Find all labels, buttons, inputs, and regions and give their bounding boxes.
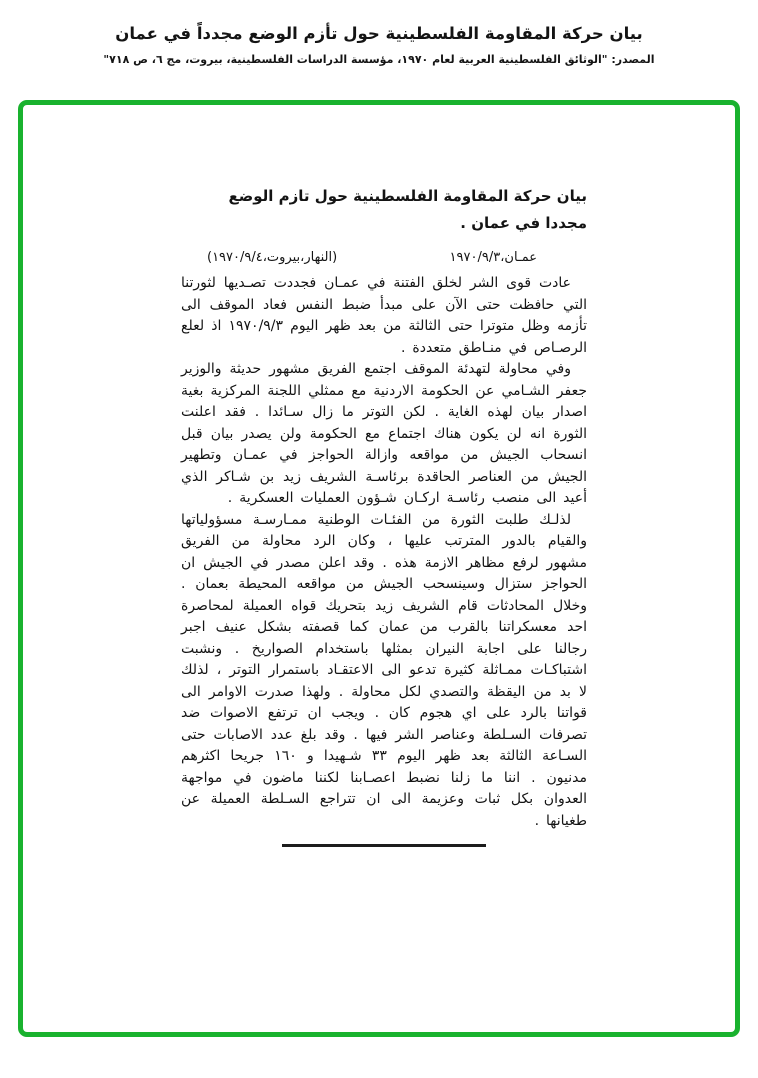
document-body xyxy=(181,273,587,832)
document-paragraph: وفي محاولة لتهدئة الموقف اجتمع الفريق مشهور حديثة والوزير جعفر الشـامي عن الحكومة الاردنية مع ممثلي اللجنة المركزية بغية اصدار بيان لهذه الغاية . لكن التوتر ما زال سـائدا . فقد اعلنت الثورة انه لن يكون هناك اجتماع مع الحكومة ولن يصدر بيان قبل انسحاب الجيش من مواقعه وازالة الحواجز في عمـان وتطهير الجيش من العناصر الحاقدة برئاسـة الشريف زيد بن شـاكر الذي أعيد الى منصب رئاسـة اركـان شـؤون العمليات العسكرية . xyxy=(181,361,587,506)
document-scan xyxy=(23,105,735,847)
page-title: بيان حركة المقاومة الفلسطينية حول تأزم الوضع مجدداً في عمان xyxy=(115,24,643,43)
document-title: بيان حركة المقاومة الفلسطينية حول تازم الوضع مجددا في عمان . xyxy=(228,187,587,232)
source-citation: المصدر: "الوثائق الفلسطينية العربية لعام ١٩٧٠، مؤسسة الدراسات الفلسطينية، بيروت، مج ٦، ص ٧١٨" xyxy=(103,53,655,66)
document-paragraph: عادت قوى الشر لخلق الفتنة في عمـان فجددت تصـديها لثورتنا التي حافظت حتى الآن على مبدأ ضبط النفس فعاد الموقف الى تأزمه وظل متوترا حتى الثالثة من بعد ظهر اليوم ١٩٧٠/٩/٣ اذ لعلع الرصـاص في منـاطق متعددة . xyxy=(181,275,587,356)
document-frame xyxy=(18,100,740,1037)
page-header xyxy=(0,0,758,66)
end-divider xyxy=(282,844,486,847)
dateline-publication: (النهار،بيروت،١٩٧٠/٩/٤) xyxy=(207,250,338,265)
document-paragraph: لذلـك طلبت الثورة من الفئـات الوطنية ممـارسـة مسؤولياتها والقيام بالدور المترتب عليها ، وكان الرد محاولة من الفريق مشهور لرفع مظاهر الازمة هذه . وقد اعلن مصدر في الجيش ان الحواجز ستزال وسينسحب الجيش من مواقعه المحيطة بعمان . وخلال المحادثات قام الشريف زيد بتحريك قواه العميلة لمحاصرة احد معسكراتنا بالقرب من عمان كما قصفته بشكل عنيف اجبر رجالنا على اجابة النيران بمثلها باستخدام الصواريخ . ونشبت اشتباكـات ممـاثلة كثيرة تدعو الى الاعتقـاد باستمرار التوتر ، لذلك لا بد من اليقظة والتصدي لكل محاولة . ولهذا صدرت الاوامر الى قواتنا بالرد على اي هجوم كان . ويجب ان ترتفع الاصوات ضد تصرفات السـلطة وعناصر الشر فيها . وقد بلغ عدد الاصابات حتى السـاعة الثالثة بعد ظهر اليوم ٣٣ شـهيدا و ١٦٠ جريحا اكثرهم مدنيون . اننا ما زلنا نضبط اعصـابنا لكننا ماضون في مواجهة العدوان بكل ثبات وعزيمة الى ان تتراجع السـلطة العميلة عن طغيانها . xyxy=(181,511,588,829)
dateline xyxy=(181,250,587,265)
dateline-place-date: عمـان،١٩٧٠/٩/٣ xyxy=(449,250,537,265)
